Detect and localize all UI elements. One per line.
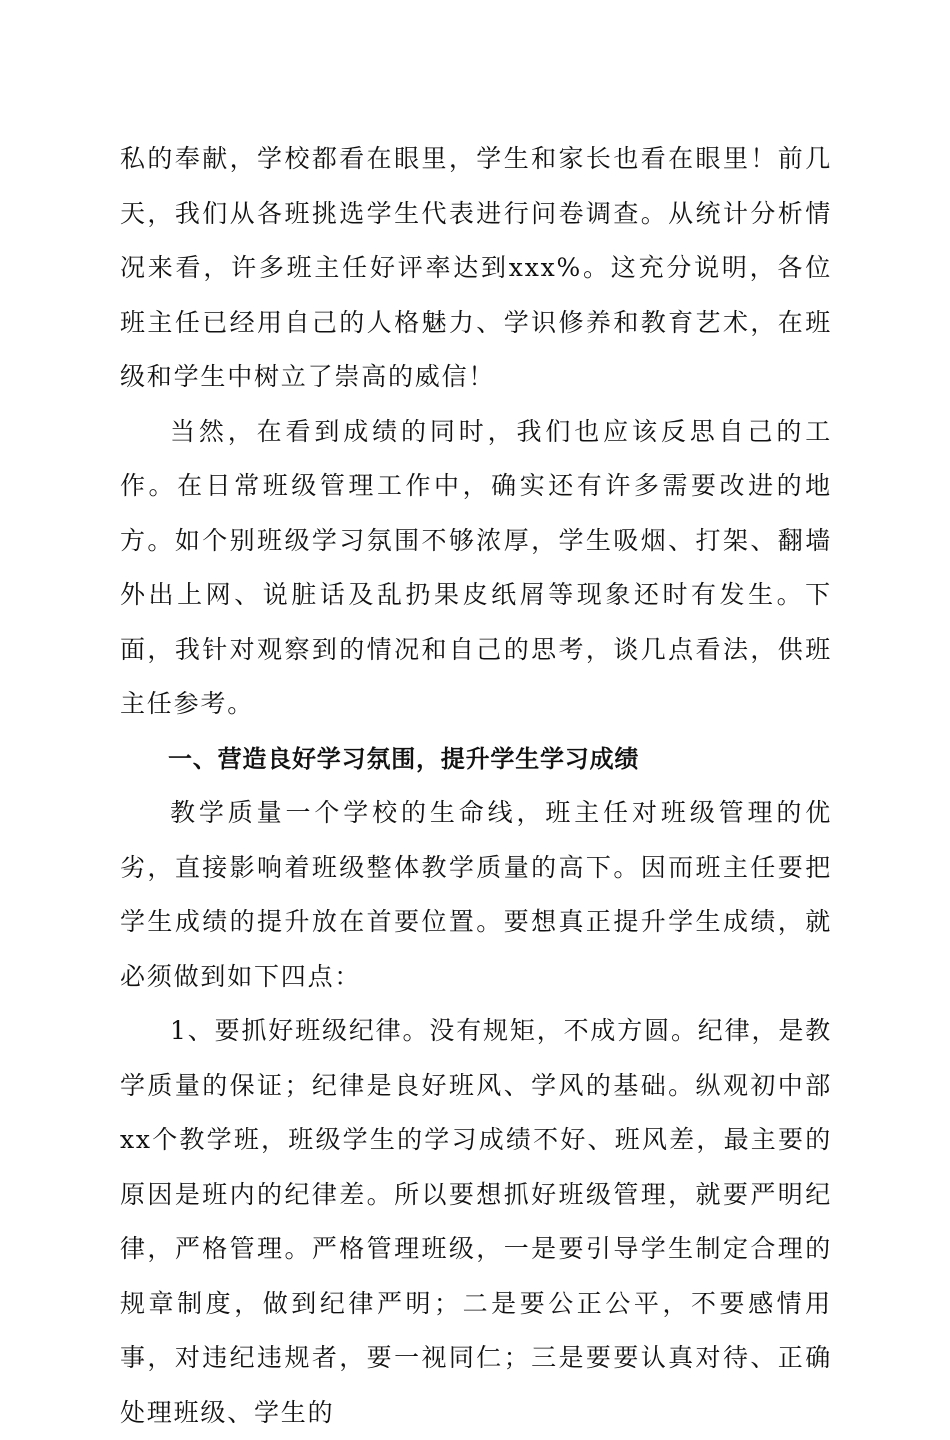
document-body	[120, 132, 832, 1440]
section-heading: 一、营造良好学习氛围，提升学生学习成绩	[168, 744, 640, 773]
paragraph-discipline: 1、要抓好班级纪律。没有规矩，不成方圆。纪律，是教学质量的保证；纪律是良好班风、学风的基础。纵观初中部xx个教学班，班级学生的学习成绩不好、班风差，最主要的原因是班内的纪律差。所以要想抓好班级管理，就要严明纪律，严格管理。严格管理班级，一是要引导学生制定合理的规章制度，做到纪律严明；二是要公正公平，不要感情用事，对违纪违规者，要一视同仁；三是要要认真对待、正确处理班级、学生的	[120, 1016, 832, 1427]
paragraph-continued: 私的奉献，学校都看在眼里，学生和家长也看在眼里！前几天，我们从各班挑选学生代表进行问卷调查。从统计分析情况来看，许多班主任好评率达到xxx%。这充分说明，各位班主任已经用自己的人格魅力、学识修养和教育艺术，在班级和学生中树立了崇高的威信！	[120, 144, 832, 391]
paragraph-teaching-quality: 教学质量一个学校的生命线，班主任对班级管理的优劣，直接影响着班级整体教学质量的高下。因而班主任要把学生成绩的提升放在首要位置。要想真正提升学生成绩，就必须做到如下四点：	[120, 798, 832, 991]
paragraph-reflection: 当然，在看到成绩的同时，我们也应该反思自己的工作。在日常班级管理工作中，确实还有许多需要改进的地方。如个别班级学习氛围不够浓厚，学生吸烟、打架、翻墙外出上网、说脏话及乱扔果皮纸屑等现象还时有发生。下面，我针对观察到的情况和自己的思考，谈几点看法，供班主任参考。	[120, 416, 832, 718]
